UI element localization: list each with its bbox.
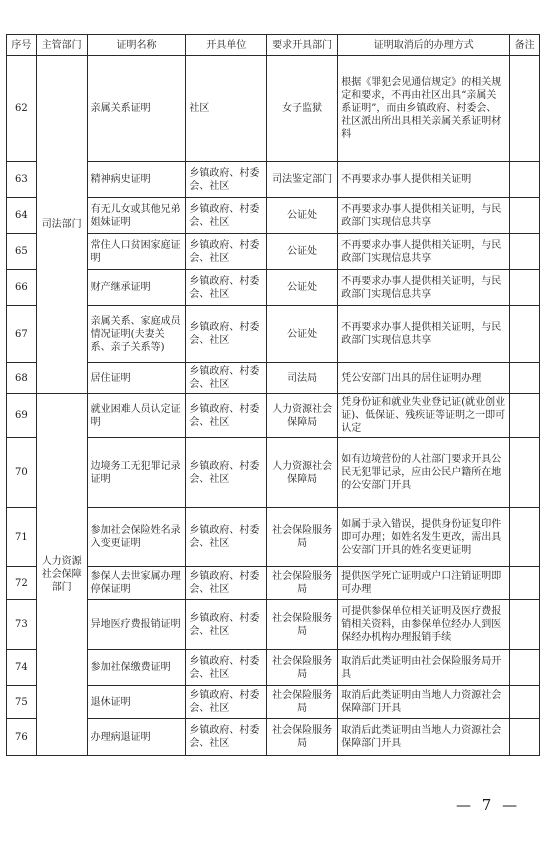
cell-remarks <box>510 719 540 756</box>
header-serial: 序号 <box>7 35 37 56</box>
cell-serial: 67 <box>7 306 37 363</box>
cell-issuer: 乡镇政府、村委会、社区 <box>186 234 267 270</box>
cell-serial: 64 <box>7 198 37 234</box>
cell-remarks <box>510 270 540 306</box>
cell-certificate-name: 精神病史证明 <box>87 162 186 198</box>
header-department: 主管部门 <box>36 35 87 56</box>
table-row <box>7 567 540 600</box>
cell-certificate-name: 参保人去世家属办理停保证明 <box>87 567 186 600</box>
cell-remarks <box>510 198 540 234</box>
cell-handling-method: 不再要求办事人提供相关证明，与民政部门实现信息共享 <box>338 234 510 270</box>
cell-issuer: 乡镇政府、村委会、社区 <box>186 686 267 719</box>
cell-requesting-department: 社会保险服务局 <box>267 567 338 600</box>
cell-department: 司法部门 <box>36 56 87 394</box>
cell-department: 人力资源社会保障部门 <box>36 394 87 756</box>
table-row <box>7 162 540 198</box>
header-requesting-department: 要求开具部门 <box>267 35 338 56</box>
cell-certificate-name: 亲属关系、家庭成员情况证明(夫妻关系、亲子关系等) <box>87 306 186 363</box>
header-issuer: 开具单位 <box>186 35 267 56</box>
cell-requesting-department: 公证处 <box>267 270 338 306</box>
cell-handling-method: 不再要求办事人提供相关证明 <box>338 162 510 198</box>
cell-remarks <box>510 363 540 394</box>
cell-serial: 76 <box>7 719 37 756</box>
cell-issuer: 乡镇政府、村委会、社区 <box>186 162 267 198</box>
cell-certificate-name: 异地医疗费报销证明 <box>87 600 186 650</box>
cell-serial: 63 <box>7 162 37 198</box>
cell-issuer: 社区 <box>186 56 267 162</box>
cell-serial: 71 <box>7 508 37 567</box>
table-row <box>7 270 540 306</box>
cell-serial: 69 <box>7 394 37 438</box>
cell-issuer: 乡镇政府、村委会、社区 <box>186 650 267 686</box>
table-row <box>7 394 540 438</box>
cell-remarks <box>510 438 540 508</box>
cell-issuer: 乡镇政府、村委会、社区 <box>186 394 267 438</box>
page-number: — 7 — <box>456 796 521 814</box>
cell-serial: 62 <box>7 56 37 162</box>
cell-certificate-name: 边境务工无犯罪记录证明 <box>87 438 186 508</box>
cell-serial: 70 <box>7 438 37 508</box>
cell-handling-method: 凭公安部门出具的居住证明办理 <box>338 363 510 394</box>
cell-requesting-department: 社会保险服务局 <box>267 686 338 719</box>
header-certificate-name: 证明名称 <box>87 35 186 56</box>
cell-certificate-name: 参加社保缴费证明 <box>87 650 186 686</box>
cell-issuer: 乡镇政府、村委会、社区 <box>186 719 267 756</box>
cell-remarks <box>510 600 540 650</box>
cell-handling-method: 不再要求办事人提供相关证明，与民政部门实现信息共享 <box>338 198 510 234</box>
cell-requesting-department: 公证处 <box>267 234 338 270</box>
table-header-row <box>7 35 540 56</box>
cell-handling-method: 提供医学死亡证明或户口注销证明即可办理 <box>338 567 510 600</box>
cell-remarks <box>510 394 540 438</box>
cell-serial: 66 <box>7 270 37 306</box>
cell-requesting-department: 社会保险服务局 <box>267 719 338 756</box>
cell-requesting-department: 女子监狱 <box>267 56 338 162</box>
cell-serial: 65 <box>7 234 37 270</box>
cell-handling-method: 根据《罪犯会见通信规定》的相关规定和要求，不再由社区出具“亲属关系证明”，而由乡镇政府、村委会、社区派出所出具相关亲属关系证明材料 <box>338 56 510 162</box>
cell-issuer: 乡镇政府、村委会、社区 <box>186 508 267 567</box>
cell-requesting-department: 社会保险服务局 <box>267 650 338 686</box>
cell-requesting-department: 司法局 <box>267 363 338 394</box>
cell-handling-method: 不再要求办事人提供相关证明，与民政部门实现信息共享 <box>338 306 510 363</box>
cell-serial: 72 <box>7 567 37 600</box>
cell-serial: 74 <box>7 650 37 686</box>
cell-remarks <box>510 56 540 162</box>
cell-issuer: 乡镇政府、村委会、社区 <box>186 198 267 234</box>
cell-issuer: 乡镇政府、村委会、社区 <box>186 270 267 306</box>
cell-requesting-department: 司法鉴定部门 <box>267 162 338 198</box>
cell-handling-method: 取消后此类证明由当地人力资源社会保障部门开具 <box>338 686 510 719</box>
table-row <box>7 686 540 719</box>
cell-issuer: 乡镇政府、村委会、社区 <box>186 363 267 394</box>
cell-issuer: 乡镇政府、村委会、社区 <box>186 567 267 600</box>
cell-remarks <box>510 508 540 567</box>
table-row <box>7 508 540 567</box>
cell-remarks <box>510 686 540 719</box>
cell-handling-method: 如属于录入错误，提供身份证复印件即可办理；如姓名发生更改，需出具公安部门开具的姓名变更证明 <box>338 508 510 567</box>
cell-certificate-name: 办理病退证明 <box>87 719 186 756</box>
header-remarks: 备注 <box>510 35 540 56</box>
cell-certificate-name: 亲属关系证明 <box>87 56 186 162</box>
cell-issuer: 乡镇政府、村委会、社区 <box>186 600 267 650</box>
table-row <box>7 234 540 270</box>
table-row <box>7 363 540 394</box>
header-handling-method: 证明取消后的办理方式 <box>338 35 510 56</box>
table-row <box>7 198 540 234</box>
cell-issuer: 乡镇政府、村委会、社区 <box>186 306 267 363</box>
cell-requesting-department: 人力资源社会保障局 <box>267 438 338 508</box>
cell-serial: 73 <box>7 600 37 650</box>
cell-requesting-department: 公证处 <box>267 306 338 363</box>
cell-requesting-department: 社会保险服务局 <box>267 508 338 567</box>
cell-certificate-name: 退休证明 <box>87 686 186 719</box>
cell-requesting-department: 公证处 <box>267 198 338 234</box>
cell-remarks <box>510 650 540 686</box>
cell-requesting-department: 社会保险服务局 <box>267 600 338 650</box>
cell-serial: 68 <box>7 363 37 394</box>
cell-certificate-name: 有无儿女或其他兄弟姐妹证明 <box>87 198 186 234</box>
cell-certificate-name: 常住人口贫困家庭证明 <box>87 234 186 270</box>
cell-remarks <box>510 162 540 198</box>
cell-serial: 75 <box>7 686 37 719</box>
table-row <box>7 719 540 756</box>
table-row <box>7 56 540 162</box>
cell-handling-method: 取消后此类证明由社会保险服务局开具 <box>338 650 510 686</box>
table-row <box>7 650 540 686</box>
certificates-table <box>6 34 540 756</box>
cell-certificate-name: 就业困难人员认定证明 <box>87 394 186 438</box>
cell-remarks <box>510 234 540 270</box>
cell-issuer: 乡镇政府、村委会、社区 <box>186 438 267 508</box>
cell-handling-method: 可提供参保单位相关证明及医疗费报销相关资料，由参保单位经办人到医保经办机构办理报销手续 <box>338 600 510 650</box>
cell-certificate-name: 参加社会保险姓名录入变更证明 <box>87 508 186 567</box>
cell-handling-method: 取消后此类证明由当地人力资源社会保障部门开具 <box>338 719 510 756</box>
cell-handling-method: 凭身份证和就业失业登记证(就业创业证)、低保证、残疾证等证明之一即可认定 <box>338 394 510 438</box>
cell-certificate-name: 居住证明 <box>87 363 186 394</box>
table-row <box>7 438 540 508</box>
cell-handling-method: 如有边境营份的人社部门要求开具公民无犯罪记录，应由公民户籍所在地的公安部门开具 <box>338 438 510 508</box>
table-row <box>7 306 540 363</box>
table-row <box>7 600 540 650</box>
cell-remarks <box>510 306 540 363</box>
cell-remarks <box>510 567 540 600</box>
cell-requesting-department: 人力资源社会保障局 <box>267 394 338 438</box>
cell-certificate-name: 财产继承证明 <box>87 270 186 306</box>
cell-handling-method: 不再要求办事人提供相关证明，与民政部门实现信息共享 <box>338 270 510 306</box>
